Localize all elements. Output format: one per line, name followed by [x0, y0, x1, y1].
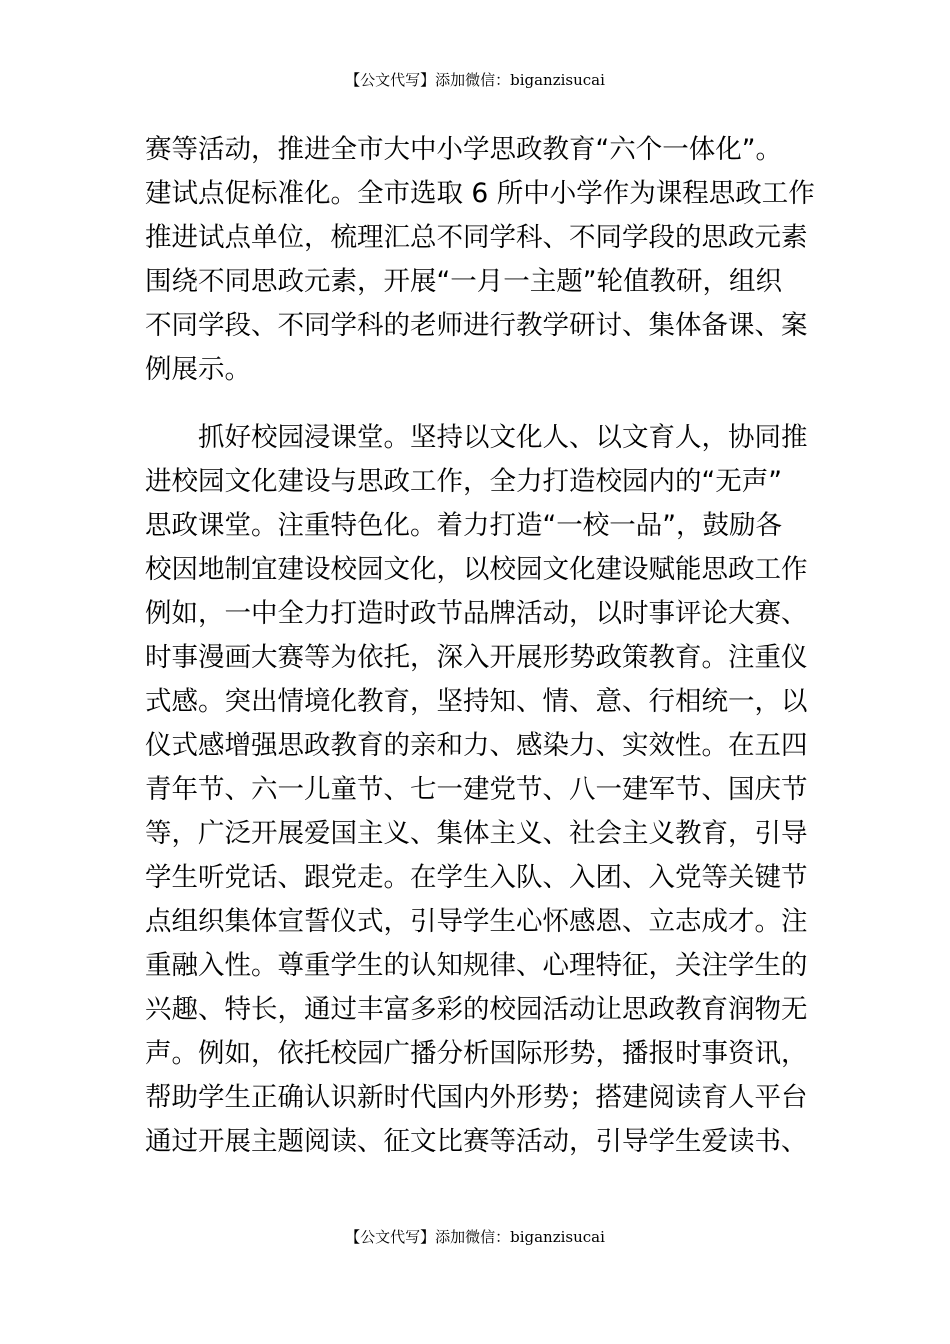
text-line: 声。例如，依托校园广播分析国际形势，播报时事资讯，: [145, 1038, 808, 1069]
text-line: 赛等活动，推进全市大中小学思政教育“六个一体化”。: [145, 134, 782, 165]
text-line: 抓好校园浸课堂。坚持以文化人、以文育人，协同推: [198, 422, 808, 453]
text-line: 点组织集体宣誓仪式，引导学生心怀感恩、立志成才。注: [145, 906, 808, 937]
text-line: 推进试点单位，梳理汇总不同学科、不同学段的思政元素: [145, 222, 808, 253]
text-line: 思政课堂。注重特色化。着力打造“一校一品”，鼓励各: [145, 510, 782, 541]
text-line: 例如，一中全力打造时政节品牌活动，以时事评论大赛、: [145, 598, 808, 629]
paragraph-1: [145, 128, 825, 392]
text-line: 帮助学生正确认识新时代国内外形势；搭建阅读育人平台: [145, 1082, 808, 1113]
page-footer: 【公文代写】添加微信：biganzisucai: [345, 1228, 605, 1246]
text-line: 时事漫画大赛等为依托，深入开展形势政策教育。注重仪: [145, 642, 808, 673]
text-line: 建试点促标准化。全市选取 6 所中小学作为课程思政工作: [145, 178, 815, 209]
paragraph-spacer: [145, 392, 825, 416]
text-line: 例展示。: [145, 354, 251, 385]
text-line: 学生听党话、跟党走。在学生入队、入团、入党等关键节: [145, 862, 808, 893]
text-line: 通过开展主题阅读、征文比赛等活动，引导学生爱读书、: [145, 1126, 808, 1157]
text-line: 青年节、六一儿童节、七一建党节、八一建军节、国庆节: [145, 774, 808, 805]
document-body: [145, 128, 825, 1164]
text-line: 兴趣、特长，通过丰富多彩的校园活动让思政教育润物无: [145, 994, 808, 1025]
text-line: 仪式感增强思政教育的亲和力、感染力、实效性。在五四: [145, 730, 808, 761]
text-line: 围绕不同思政元素，开展“一月一主题”轮值教研，组织: [145, 266, 782, 297]
text-line: 校因地制宜建设校园文化，以校园文化建设赋能思政工作: [145, 554, 808, 585]
page-header: 【公文代写】添加微信：biganzisucai: [345, 71, 605, 89]
text-line: 式感。突出情境化教育，坚持知、情、意、行相统一，以: [145, 686, 808, 717]
paragraph-2: [145, 416, 825, 1164]
text-line: 等，广泛开展爱国主义、集体主义、社会主义教育，引导: [145, 818, 808, 849]
text-line: 进校园文化建设与思政工作，全力打造校园内的“无声”: [145, 466, 782, 497]
text-line: 不同学段、不同学科的老师进行教学研讨、集体备课、案: [145, 310, 808, 341]
text-line: 重融入性。尊重学生的认知规律、心理特征，关注学生的: [145, 950, 808, 981]
